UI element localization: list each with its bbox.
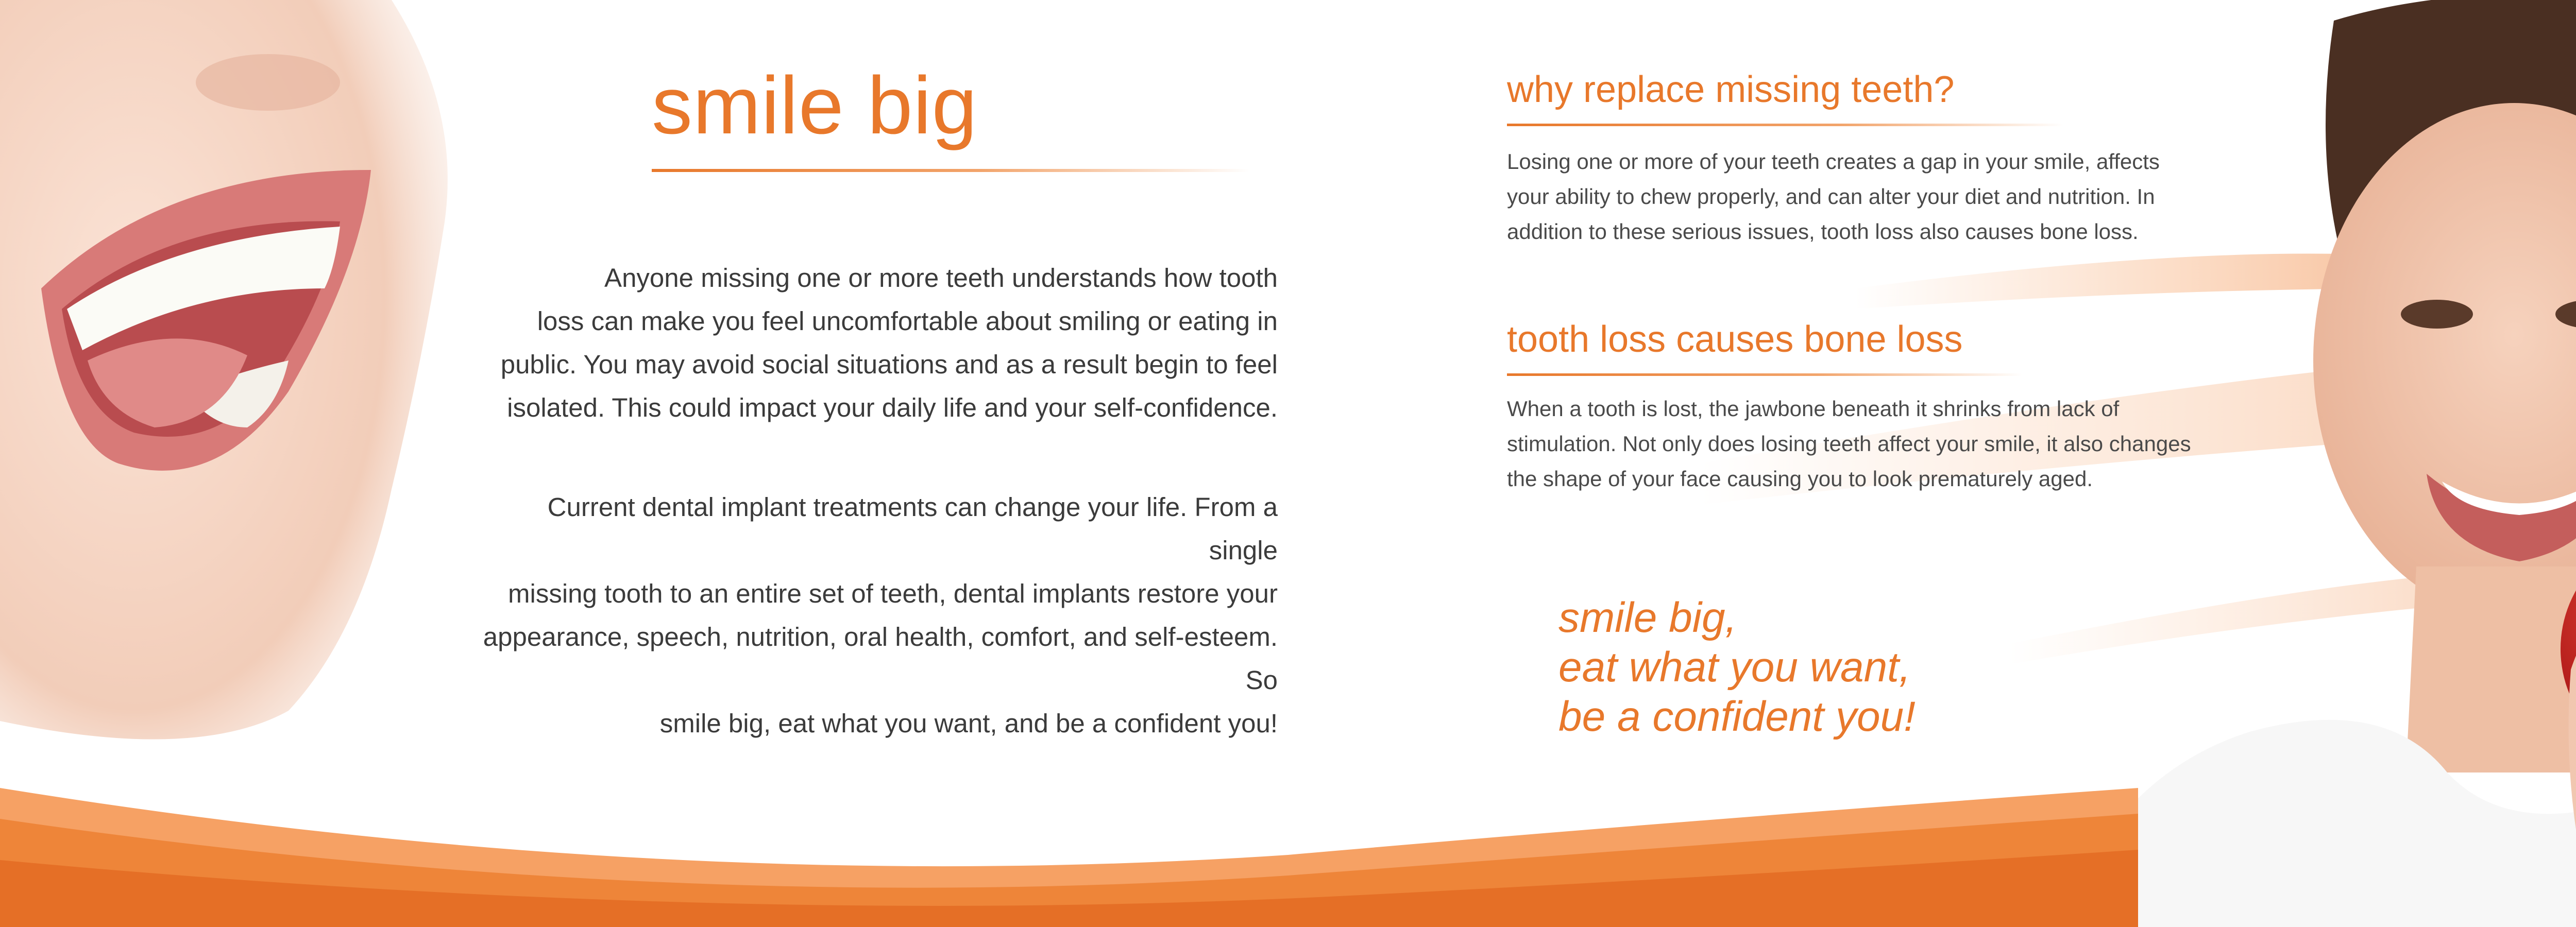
paragraph-line: your ability to chew properly, and can alter your diet and nutrition. In [1507, 184, 2155, 209]
paragraph-line: When a tooth is lost, the jawbone beneath it shrinks from lack of [1507, 397, 2120, 421]
intro-paragraph [474, 256, 1278, 430]
paragraph-line: Current dental implant treatments can change your life. From a single [547, 492, 1278, 565]
bottom-orange-band [0, 772, 2138, 927]
paragraph-line: smile big, eat what you want, and be a confident you! [659, 709, 1278, 738]
bone-loss-paragraph [1507, 391, 2239, 496]
section-divider [1507, 124, 2063, 126]
section-divider [1507, 373, 2022, 376]
tagline-line: smile big, [1558, 594, 1737, 641]
tagline-line: be a confident you! [1558, 693, 1916, 740]
section-heading-bone-loss: tooth loss causes bone loss [1507, 319, 1963, 360]
page-title: smile big [652, 60, 978, 151]
paragraph-line: addition to these serious issues, tooth loss also causes bone loss. [1507, 219, 2139, 244]
paragraph-line: Anyone missing one or more teeth understands how tooth [604, 263, 1278, 293]
why-replace-paragraph [1507, 144, 2239, 249]
paragraph-line: loss can make you feel uncomfortable about smiling or eating in [537, 306, 1278, 336]
smiling-mouth-photo [0, 0, 474, 803]
paragraph-line: the shape of your face causing you to look prematurely aged. [1507, 467, 2093, 491]
tagline-line: eat what you want, [1558, 644, 1911, 691]
paragraph-line: appearance, speech, nutrition, oral health, comfort, and self-esteem. So [483, 622, 1278, 695]
paragraph-line: Losing one or more of your teeth creates a gap in your smile, affects [1507, 149, 2160, 174]
paragraph-line: stimulation. Not only does losing teeth affect your smile, it also changes [1507, 432, 2191, 456]
paragraph-line: missing tooth to an entire set of teeth, dental implants restore your [508, 579, 1278, 608]
section-heading-why-replace: why replace missing teeth? [1507, 69, 1955, 110]
paragraph-line: isolated. This could impact your daily life and your self-confidence. [507, 393, 1278, 422]
tagline [1558, 593, 1916, 742]
title-divider [652, 169, 1249, 172]
paragraph-line: public. You may avoid social situations and as a result begin to feel [500, 350, 1278, 379]
implant-paragraph [474, 486, 1278, 745]
